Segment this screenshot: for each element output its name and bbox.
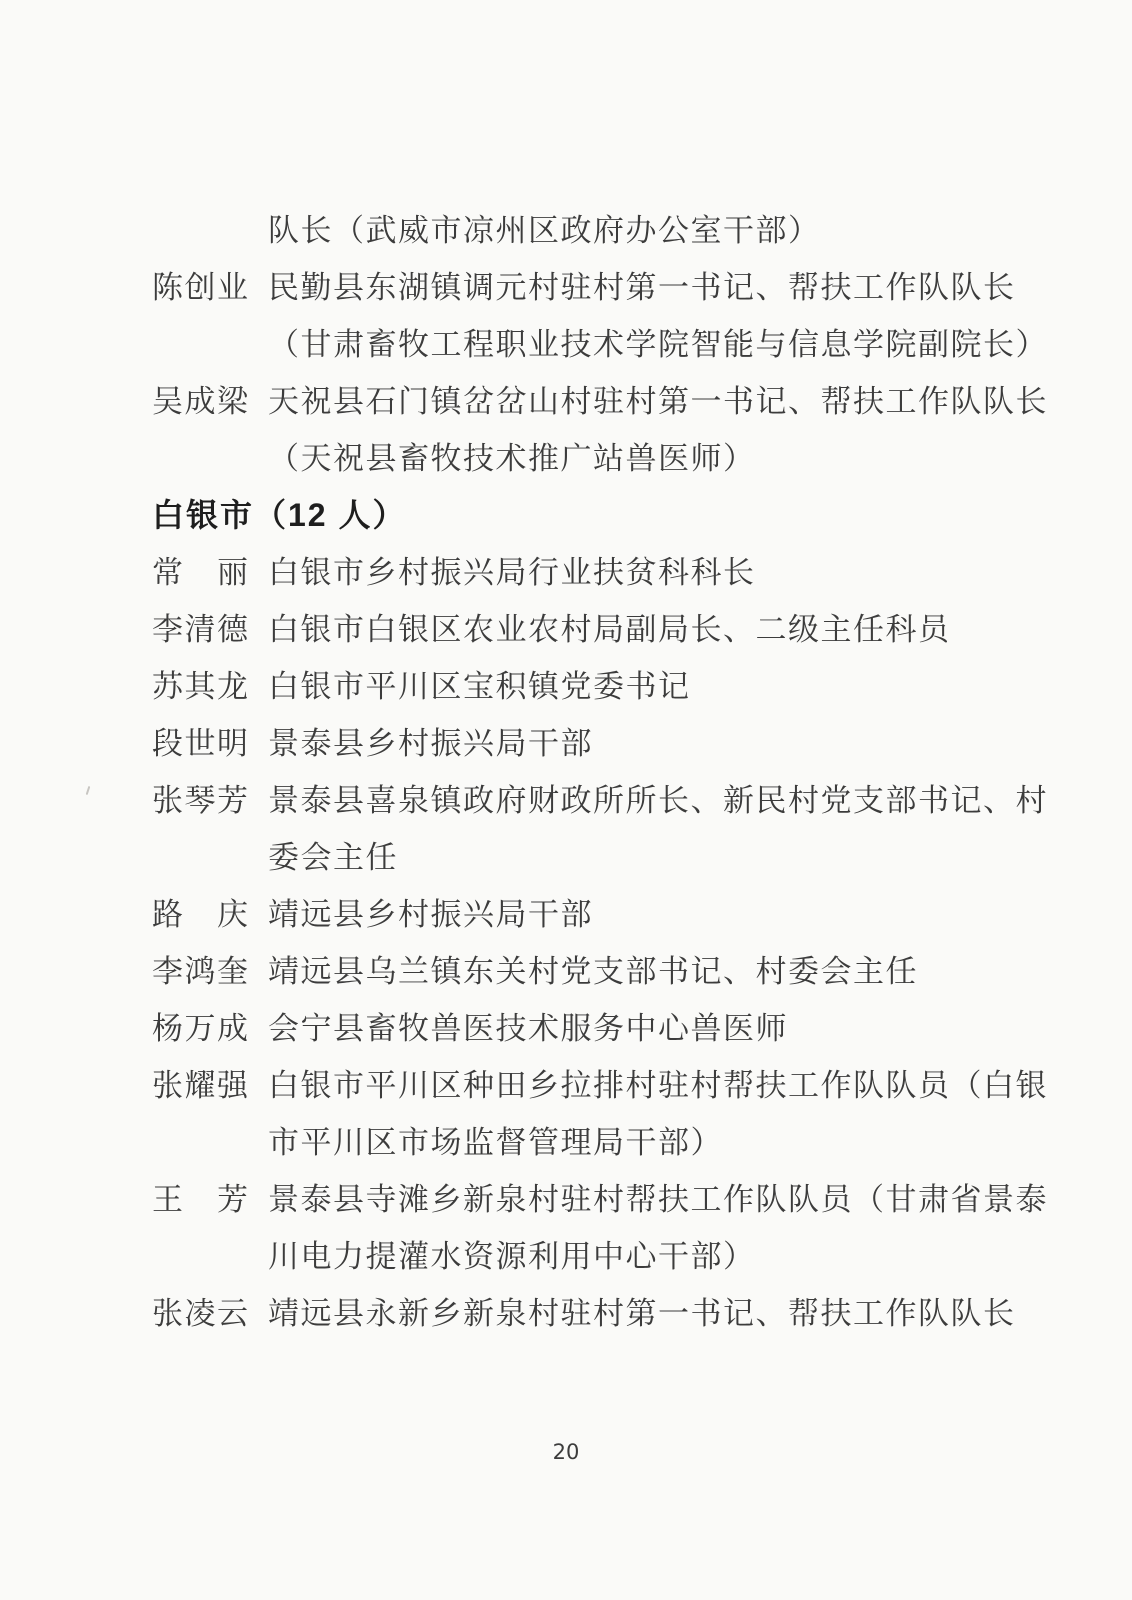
position-text: 白银市乡村振兴局行业扶贫科科长 <box>268 555 756 590</box>
list-row <box>152 1057 1102 1114</box>
list-row <box>152 943 1102 1000</box>
person-name: 张琴芳 <box>152 783 250 818</box>
person-name <box>152 202 245 259</box>
person-name <box>152 316 245 373</box>
position-text: 委会主任 <box>268 840 398 875</box>
person-name: 杨万成 <box>152 1011 250 1046</box>
person-name: 路 庆 <box>152 897 250 932</box>
person-name: 陈创业 <box>152 270 250 305</box>
position-text: （甘肃畜牧工程职业技术学院智能与信息学院副院长） <box>268 327 1048 362</box>
list-row <box>152 316 1102 373</box>
list-row <box>152 715 1102 772</box>
list-row <box>152 886 1102 943</box>
person-name: 吴成梁 <box>152 384 250 419</box>
section-header: 白银市（12 人） <box>152 497 407 533</box>
position-text: 景泰县乡村振兴局干部 <box>268 726 593 761</box>
position-text: 川电力提灌水资源利用中心干部） <box>268 1239 756 1274</box>
person-name: 李清德 <box>152 612 250 647</box>
list-row <box>152 829 1102 886</box>
person-name: 王 芳 <box>152 1182 250 1217</box>
list-row <box>152 1171 1102 1228</box>
position-text: （天祝县畜牧技术推广站兽医师） <box>268 441 756 476</box>
position-text: 队长（武威市凉州区政府办公室干部） <box>268 213 821 248</box>
position-text: 靖远县乡村振兴局干部 <box>268 897 593 932</box>
position-text: 民勤县东湖镇调元村驻村第一书记、帮扶工作队队长 <box>268 270 1016 305</box>
list-row <box>152 1000 1102 1057</box>
award-list <box>152 202 1102 1342</box>
list-row <box>152 202 1102 259</box>
position-text: 白银市平川区宝积镇党委书记 <box>268 669 691 704</box>
position-text: 会宁县畜牧兽医技术服务中心兽医师 <box>268 1011 788 1046</box>
person-name <box>152 1114 245 1171</box>
list-row <box>152 373 1102 430</box>
person-name: 段世明 <box>152 726 250 761</box>
page-number: 20 <box>552 1440 580 1464</box>
person-name <box>152 829 245 886</box>
position-text: 白银市白银区农业农村局副局长、二级主任科员 <box>268 612 951 647</box>
position-text: 靖远县乌兰镇东关村党支部书记、村委会主任 <box>268 954 918 989</box>
person-name: 张耀强 <box>152 1068 250 1103</box>
person-name: 李鸿奎 <box>152 954 250 989</box>
list-row <box>152 430 1102 487</box>
list-row <box>152 1114 1102 1171</box>
position-text: 市平川区市场监督管理局干部） <box>268 1125 723 1160</box>
position-text: 景泰县寺滩乡新泉村驻村帮扶工作队队员（甘肃省景泰 <box>268 1182 1048 1217</box>
position-text: 景泰县喜泉镇政府财政所所长、新民村党支部书记、村 <box>268 783 1048 818</box>
list-row <box>152 259 1102 316</box>
list-row <box>152 601 1102 658</box>
section-header-row <box>152 487 1102 544</box>
position-text: 天祝县石门镇岔岔山村驻村第一书记、帮扶工作队队长 <box>268 384 1048 419</box>
list-row <box>152 658 1102 715</box>
person-name: 苏其龙 <box>152 669 250 704</box>
scan-artifact <box>86 786 91 795</box>
person-name <box>152 430 245 487</box>
person-name: 张凌云 <box>152 1296 250 1331</box>
list-row <box>152 1228 1102 1285</box>
position-text: 靖远县永新乡新泉村驻村第一书记、帮扶工作队队长 <box>268 1296 1016 1331</box>
position-text: 白银市平川区种田乡拉排村驻村帮扶工作队队员（白银 <box>268 1068 1048 1103</box>
list-row <box>152 772 1102 829</box>
list-row <box>152 544 1102 601</box>
person-name: 常 丽 <box>152 555 250 590</box>
person-name <box>152 1228 245 1285</box>
list-row <box>152 1285 1102 1342</box>
